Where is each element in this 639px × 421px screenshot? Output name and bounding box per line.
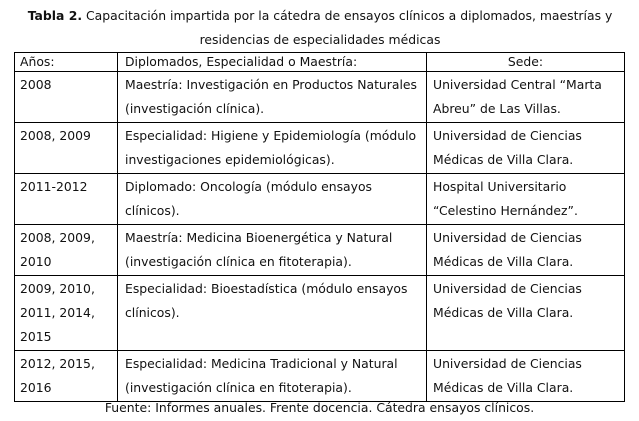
- cell-program: Especialidad: Bioestadística (módulo ensayos clínicos).: [118, 276, 427, 351]
- cell-venue: Hospital Universitario “Celestino Hernández”.: [427, 174, 625, 225]
- cell-years: 2008: [15, 72, 118, 123]
- cell-years: 2012, 2015, 2016: [15, 351, 118, 402]
- cell-years: 2008, 2009, 2010: [15, 225, 118, 276]
- table-row: [15, 72, 625, 123]
- cell-venue: Universidad de Ciencias Médicas de Villa Clara.: [427, 123, 625, 174]
- cell-venue: Universidad de Ciencias Médicas de Villa Clara.: [427, 351, 625, 402]
- header-years: Años:: [15, 53, 118, 72]
- cell-venue: Universidad Central “Marta Abreu” de Las Villas.: [427, 72, 625, 123]
- table-header-row: [15, 53, 625, 72]
- source-note: Fuente: Informes anuales. Frente docencia. Cátedra ensayos clínicos.: [104, 400, 535, 415]
- cell-years: 2009, 2010, 2011, 2014, 2015: [15, 276, 118, 351]
- cell-program: Especialidad: Higiene y Epidemiología (módulo investigaciones epidemiológicas).: [118, 123, 427, 174]
- cell-years: 2011-2012: [15, 174, 118, 225]
- table-row: [15, 225, 625, 276]
- table-row: [15, 351, 625, 402]
- cell-program: Maestría: Medicina Bioenergética y Natural (investigación clínica en fitoterapia).: [118, 225, 427, 276]
- cell-program: Diplomado: Oncología (módulo ensayos clínicos).: [118, 174, 427, 225]
- cell-program: Maestría: Investigación en Productos Naturales (investigación clínica).: [118, 72, 427, 123]
- header-program: Diplomados, Especialidad o Maestría:: [118, 53, 427, 72]
- caption-label: Tabla 2.: [27, 8, 83, 23]
- training-table: [14, 52, 625, 402]
- table-row: [15, 123, 625, 174]
- caption-text: Capacitación impartida por la cátedra de ensayos clínicos a diplomados, maestrías y residencias de especialidades médicas: [86, 8, 613, 47]
- table-row: [15, 174, 625, 225]
- table-row: [15, 276, 625, 351]
- header-venue: Sede:: [427, 53, 625, 72]
- cell-venue: Universidad de Ciencias Médicas de Villa Clara.: [427, 225, 625, 276]
- cell-venue: Universidad de Ciencias Médicas de Villa Clara.: [427, 276, 625, 351]
- cell-years: 2008, 2009: [15, 123, 118, 174]
- table-caption: [10, 4, 630, 52]
- cell-program: Especialidad: Medicina Tradicional y Natural (investigación clínica en fitoterapia).: [118, 351, 427, 402]
